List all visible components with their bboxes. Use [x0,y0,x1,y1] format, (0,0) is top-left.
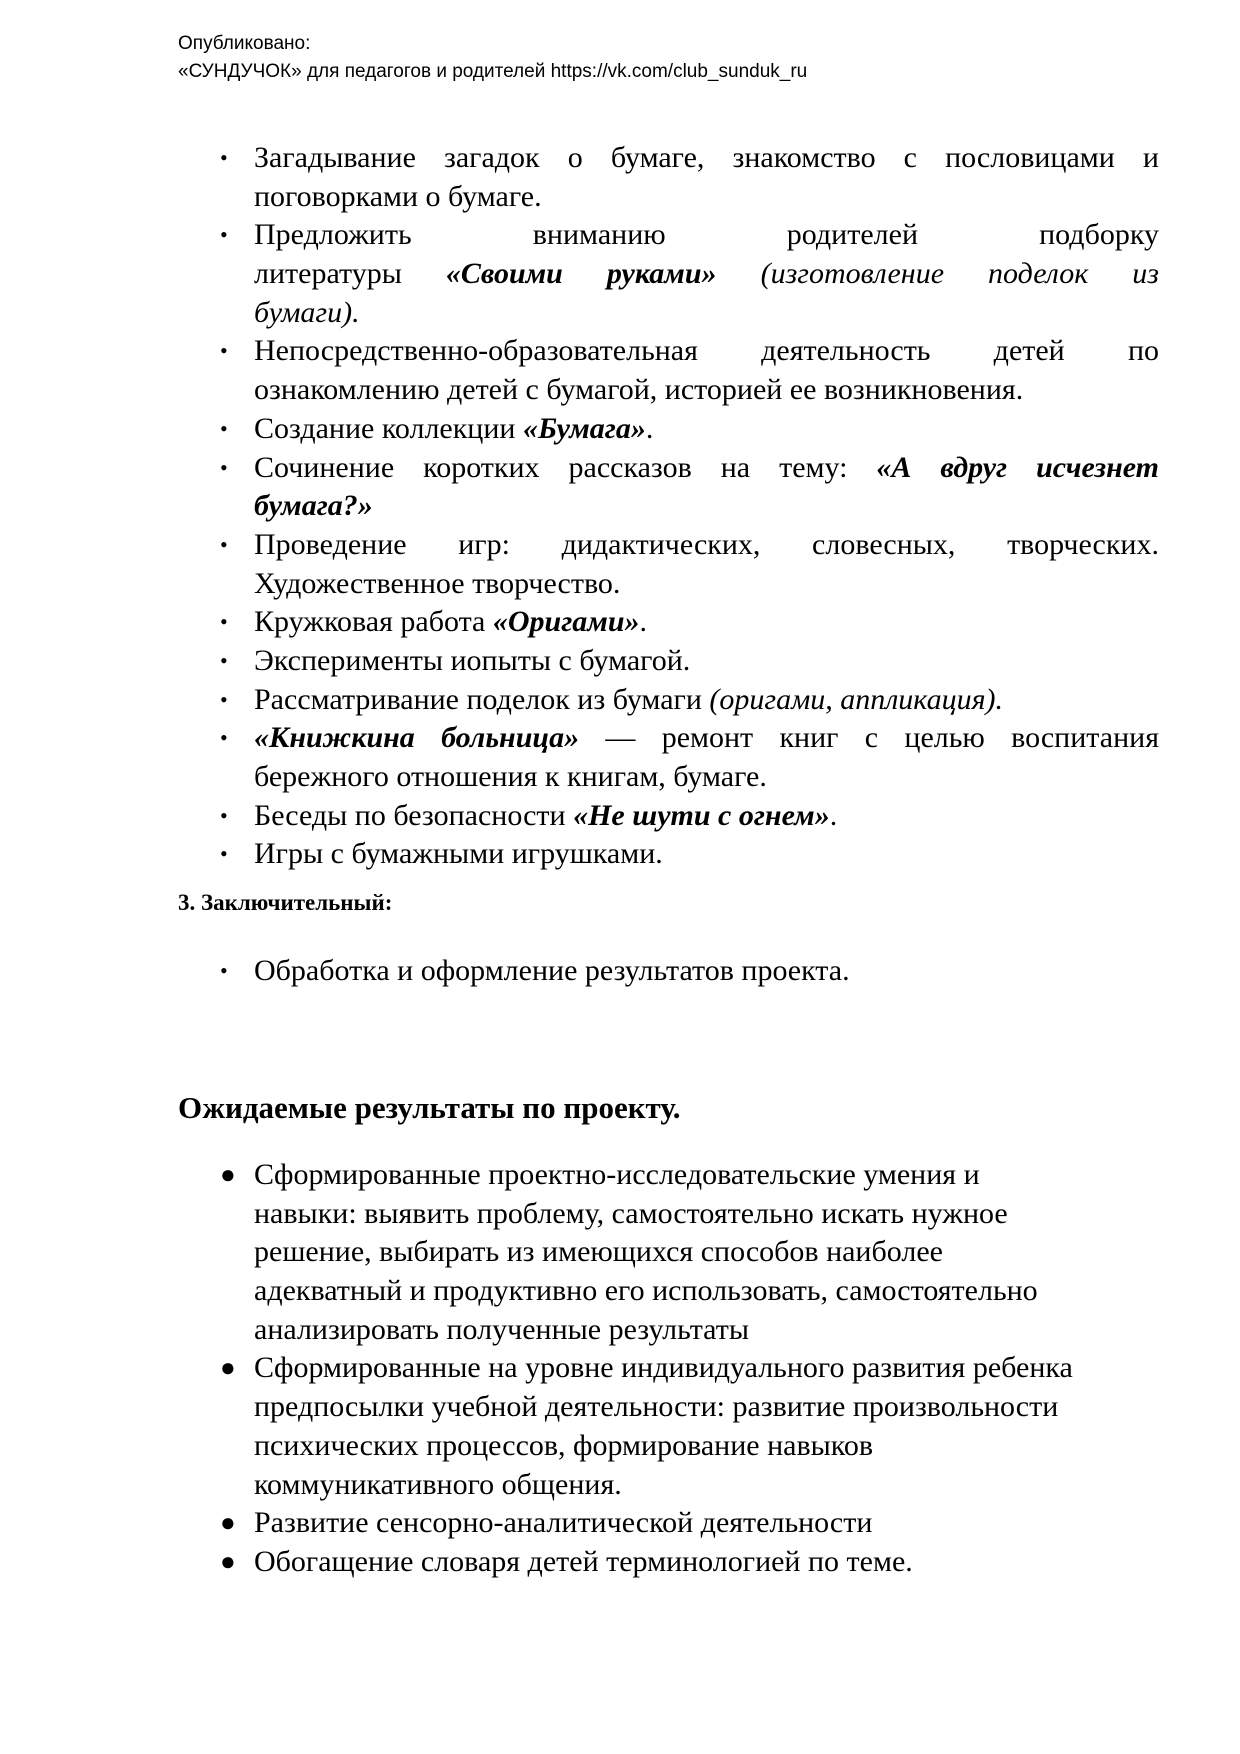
text-line [254,1272,1159,1311]
list-item [220,603,1159,642]
emphasis-text: «Бумага» [522,411,646,445]
text-line [220,526,1159,565]
text-line [254,1233,1159,1272]
text-line [220,719,1159,758]
emphasis-text: «Не шути с огнем» [573,798,830,832]
item-text: Сформированные проектно-исследовательские умения и [254,1158,980,1191]
item-text: навыки: выявить проблему, самостоятельно искать нужное [254,1196,1008,1230]
bullet-icon: • [220,686,228,712]
item-text: Эксперименты иопыты с бумагой. [254,643,691,677]
bullet-icon: • [220,958,228,983]
bullet-icon: ● [220,1508,236,1538]
item-text: поговорками о бумаге. [254,179,542,213]
item-text: решение, выбирать из имеющихся способов наиболее [254,1235,943,1269]
item-text: Рассматривание поделок из бумаги [254,682,710,716]
list-item [220,410,1159,449]
text-line [254,255,1159,294]
bullet-icon: • [220,531,228,557]
bullet-icon: • [220,415,228,441]
list-item [220,797,1159,836]
bullet-icon: ● [220,1353,236,1383]
item-text: Кружковая работа [254,605,493,639]
item-text: бережного отношения к книгам, бумаге. [254,760,767,793]
item-text: Непосредственно-образовательная деятельность детей по [254,334,1159,368]
emphasis-text: бумага?» [254,489,373,523]
italic-text: (оригами, аппликация). [709,682,1004,716]
text-line [220,410,1159,449]
text-line [254,1427,1159,1466]
text-line [220,1156,1159,1195]
bullet-icon: • [220,725,228,751]
text-line [254,1195,1159,1234]
item-text: Развитие сенсорно-аналитической деятельности [254,1506,873,1540]
text-line [220,1543,1159,1582]
text-line [254,487,1159,526]
item-text: психических процессов, формирование навыков [254,1428,873,1462]
list-item [220,332,1159,409]
italic-text: (изготовление поделок из [716,257,1159,291]
item-text: коммуникативного общения. [254,1467,622,1501]
text-line [254,758,1159,797]
final-stage-list [220,952,1159,991]
text-line [254,1466,1159,1505]
bullet-icon: • [220,222,228,248]
item-text: Сочинение коротких рассказов на тему: [254,450,877,484]
text-line [220,797,1159,836]
item-text: ознакомлению детей с бумагой, историей ее возникновения. [254,373,1024,407]
text-line [254,178,1159,217]
item-text: предпосылки учебной деятельности: развитие произвольности [254,1390,1059,1424]
item-text: Предложить вниманию родителей подборку [254,218,1159,252]
bullet-icon: • [220,802,228,828]
text-line [254,294,1159,333]
italic-text: бумаги). [254,295,360,329]
text-line [220,642,1159,681]
list-item [220,1504,1159,1543]
item-text: Создание коллекции [254,411,523,445]
text-line [254,565,1159,604]
item-text: Проведение игр: дидактических, словесных, творческих. [254,527,1159,561]
published-label: Опубликовано: [178,33,311,54]
list-item [220,681,1159,720]
list-item [220,1156,1159,1349]
item-text: адекватный и продуктивно его использовать, самостоятельно [254,1274,1038,1308]
emphasis-text: «А вдруг исчезнет [876,450,1159,484]
text-line [254,371,1159,410]
bullet-icon: • [220,841,228,867]
source-line: «СУНДУЧОК» для педагогов и родителей https://vk.com/club_sunduk_ru [178,61,808,82]
bullet-icon: ● [220,1546,236,1576]
bullet-icon: • [220,647,228,673]
list-item [220,526,1159,603]
text-line [220,139,1159,178]
text-line [220,449,1159,488]
item-text: Беседы по безопасности [254,798,574,832]
list-item [220,139,1159,216]
list-item [220,719,1159,796]
item-text: . [645,411,654,445]
item-text: . [829,798,838,832]
text-line [220,216,1159,255]
text-line [254,1388,1159,1427]
list-item [220,1349,1159,1504]
text-line [220,835,1159,874]
item-text: Загадывание загадок о бумаге, знакомство с пословицами и [254,141,1159,174]
list-item [220,449,1159,526]
bullet-icon: • [220,338,228,364]
section-3-title: 3. Заключительный: [178,890,393,915]
item-text: Сформированные на уровне индивидуального развития ребенка [254,1351,1073,1385]
text-line [254,1311,1159,1350]
list-item [220,642,1159,681]
text-line [220,681,1159,720]
list-item [220,952,1159,991]
text-line [220,332,1159,371]
bullet-icon: • [220,145,228,170]
item-text: Игры с бумажными игрушками. [254,837,663,871]
activities-list [220,139,1159,874]
bullet-icon: • [220,609,228,635]
item-text: Обработка и оформление результатов проекта. [254,954,850,987]
bullet-icon: • [220,454,228,480]
text-line [220,1504,1159,1543]
list-item [220,216,1159,332]
item-text: — ремонт книг с целью воспитания [579,721,1159,755]
item-text: Обогащение словаря детей терминологией по теме. [254,1544,913,1578]
list-item [220,835,1159,874]
item-text: Художественное творчество. [254,566,621,600]
emphasis-text: «Книжкина больница» [254,721,580,755]
text-line [220,952,1159,991]
item-text: . [639,605,648,639]
emphasis-text: «Оригами» [492,605,640,639]
text-line [220,1349,1159,1388]
item-text: анализировать полученные результаты [254,1312,749,1346]
emphasis-text: «Своими руками» [445,257,717,291]
item-text: литературы [254,257,446,291]
text-line [220,603,1159,642]
results-list [220,1156,1159,1582]
results-heading: Ожидаемые результаты по проекту. [178,1090,681,1125]
bullet-icon: ● [220,1160,236,1189]
list-item [220,1543,1159,1582]
